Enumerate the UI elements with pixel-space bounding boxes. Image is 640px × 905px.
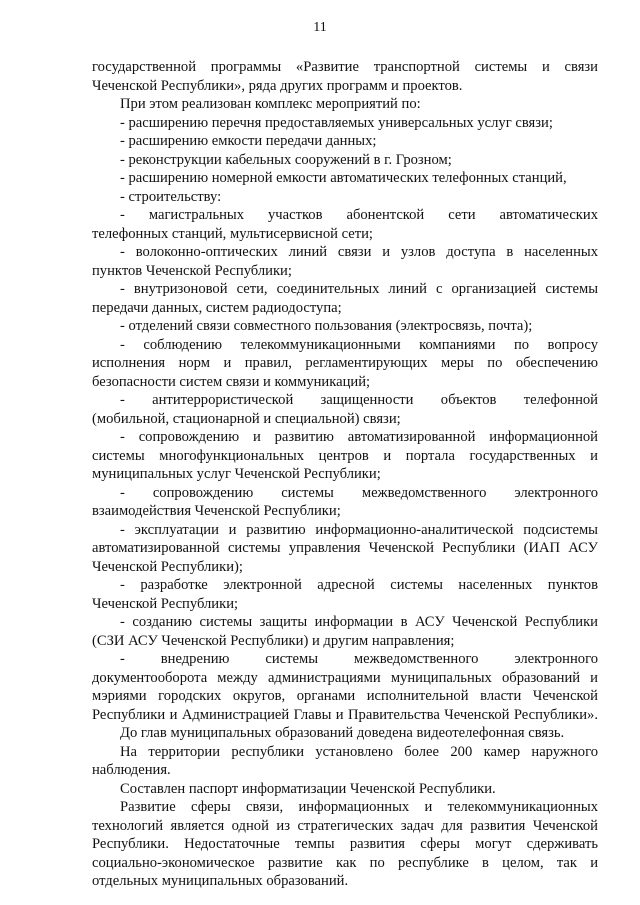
text-line: Чеченской Республики», ряда других программ и проектов. [92,77,463,94]
text-line: - сопровождению и развитию автоматизированной информационной [120,429,598,445]
text-line: - разработке электронной адресной системы населенных пунктов [120,577,598,593]
text-line: - магистральных участков абонентской сети автоматических [120,207,598,223]
text-line: Развитие сферы связи, информационных и телекоммуникационных [120,799,598,815]
text-line: - расширению номерной емкости автоматических телефонных станций, [120,170,567,186]
text-line: - внедрению системы межведомственного электронного [120,651,598,667]
text-line: - соблюдению телекоммуникационными компаниями по вопросу [120,336,598,353]
text-line: Составлен паспорт информатизации Чеченской Республики. [120,780,496,797]
text-line: Республики. Недостаточные темпы развития сферы могут сдерживать [92,836,598,852]
text-line: исполнения норм и правил, регламентирующих меры по обеспечению [92,355,598,371]
text-line: Чеченской Республики; [92,595,239,612]
text-line: Республики и Администрацией Главы и Правительства Чеченской Республики». [92,706,598,723]
text-line: - отделений связи совместного пользования (электросвязь, почта); [120,318,533,334]
text-line: (СЗИ АСУ Чеченской Республики) и другим направления; [92,632,455,649]
page-number: 11 [313,20,327,35]
text-line: автоматизированной системы управления Чеченской Республики (ИАП АСУ [92,540,598,556]
text-line: - внутризоновой сети, соединительных линий с организацией системы [120,281,598,297]
text-line: технологий является одной из стратегических задач для развития Чеченской [92,817,598,834]
text-line: отдельных муниципальных образований. [92,873,349,889]
text-line: - расширению перечня предоставляемых универсальных услуг связи; [120,114,553,131]
text-line: пунктов Чеченской Республики; [92,262,292,279]
text-line: При этом реализован комплекс мероприятий по: [120,96,421,112]
text-line: На территории республики установлено более 200 камер наружного [120,743,598,760]
text-line: мэриями городских округов, органами исполнительной власти Чеченской [92,688,598,704]
text-line: наблюдения. [92,762,171,778]
text-line: передачи данных, систем радиодоступа; [92,299,342,316]
text-line: телефонных станций, мультисервисной сети; [92,225,373,242]
text-line: муниципальных услуг Чеченской Республики; [92,466,381,482]
text-line: - строительству: [120,188,222,205]
text-line: документооборота между администрациями муниципальных образований и [92,669,598,686]
text-line: взаимодействия Чеченской Республики; [92,503,341,519]
text-line: (мобильной, стационарной и специальной) связи; [92,410,401,427]
text-line: - сопровождению системы межведомственного электронного [120,484,598,501]
text-line: До глав муниципальных образований доведена видеотелефонная связь. [120,725,565,741]
text-line: системы многофункциональных центров и портала государственных и [92,447,598,464]
text-line: - созданию системы защиты информации в АСУ Чеченской Республики [120,614,598,630]
text-line: безопасности систем связи и коммуникаций; [92,373,371,390]
text-line: - расширению емкости передачи данных; [120,133,377,149]
text-line: социально-экономическое развитие как по республике в целом, так и [92,854,598,871]
text-line: - реконструкции кабельных сооружений в г. Грозном; [120,151,452,168]
text-line: Чеченской Республики); [92,558,243,575]
document-body [92,58,598,891]
text-line: - эксплуатации и развитию информационно-аналитической подсистемы [120,521,598,538]
text-line: - антитеррористической защищенности объектов телефонной [120,392,598,408]
text-line: - волоконно-оптических линий связи и узлов доступа в населенных [120,244,598,260]
text-line: государственной программы «Развитие транспортной системы и связи [92,59,598,75]
